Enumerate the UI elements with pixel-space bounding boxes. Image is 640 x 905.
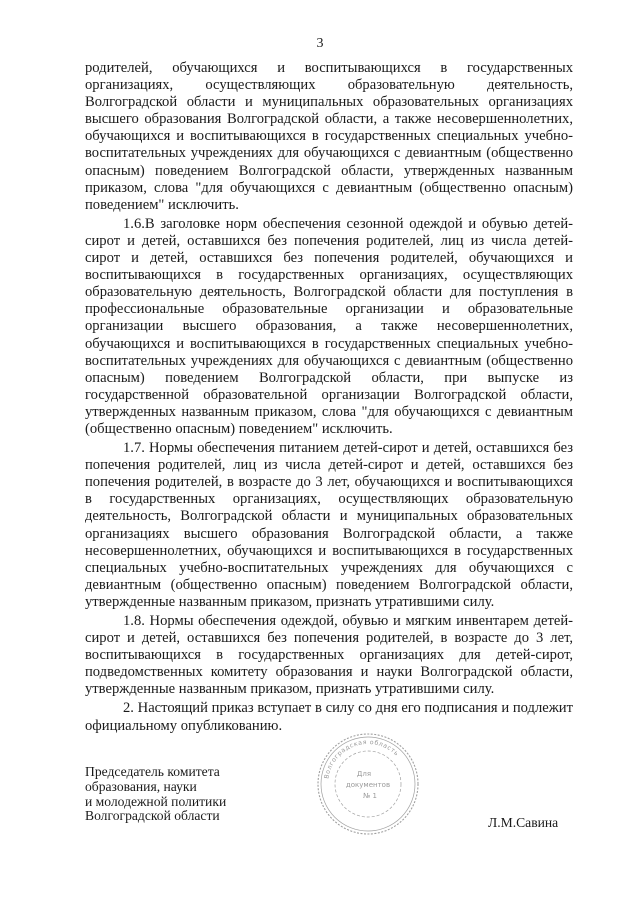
document-body: [85, 60, 573, 737]
official-stamp: [316, 732, 420, 836]
signatory-title-line: образования, науки: [85, 778, 197, 794]
stamp-line: Для: [356, 770, 372, 778]
signatory-title: [85, 765, 345, 824]
stamp-line: № 1: [363, 792, 377, 800]
signer-name: Л.М.Савина: [488, 815, 559, 830]
page-number: 3: [316, 36, 324, 51]
signatory-title-line: и молодежной политики: [85, 793, 227, 809]
stamp-line: документов: [345, 781, 391, 789]
paragraph-2: 2. Настоящий приказ вступает в силу со дня его подписания и подлежит официальному опубликованию.: [85, 700, 573, 734]
signatory-title-line: Председатель комитета: [85, 764, 220, 779]
paragraph-1-8: 1.8. Нормы обеспечения одеждой, обувью и мягким инвентарем детей-сирот и детей, оставшихся без попечения родителей, в возрасте до 3 лет, воспитывающихся в государственных организациях для детей-сирот, подведомственных комитету образования и науки Волгоградской области, утвержденные названным приказом, признать утратившими силу.: [85, 613, 573, 698]
paragraph-1-7: 1.7. Нормы обеспечения питанием детей-сирот и детей, оставшихся без попечения родителей, лиц из числа детей-сирот и детей, оставшихся без попечения родителей, в возрасте до 3 лет, обучающихся и воспитывающихся в государственных организациях, осуществляющих образовательную деятельность, Волгоградской области и муниципальных образовательных организациях высшего образования Волгоградской области, а также несовершеннолетних, обучающихся и воспитывающихся в государственных специальных учебно-воспитательных учреждениях для обучающихся с девиантным (общественно опасным) поведением Волгоградской области, утвержденные названным приказом, признать утратившими силу.: [85, 440, 573, 610]
paragraph-continuation: родителей, обучающихся и воспитывающихся в государственных организациях, осуществляющих образовательную деятельность, Волгоградской области и муниципальных образовательных организациях высшего образования Волгоградской области, а также несовершеннолетних, обучающихся и воспитывающихся в государственных специальных учебно-воспитательных учреждениях для обучающихся с девиантным (общественно опасным) поведением Волгоградской области, утвержденных названным приказом, слова "для обучающихся с девиантным (общественно опасным) поведением" исключить.: [85, 60, 573, 213]
stamp-outer-text: Волгоградская область: [323, 738, 401, 780]
paragraph-1-6: 1.6.В заголовке норм обеспечения сезонной одеждой и обувью детей-сирот и детей, оставшихся без попечения родителей, лиц из числа детей-сирот и детей, оставшихся без попечения родителей, обучающихся и воспитывающихся в государственных организациях, осуществляющих образовательную деятельность, Волгоградской области для поступления в профессиональные образовательные организации и образовательные организации высшего образования, а также несовершеннолетних, обучающихся и воспитывающихся в государственных специальных учебно-воспитательных учреждениях для обучающихся с девиантным (общественно опасным) поведением Волгоградской области, при выпуске из государственной образовательной организации Волгоградской области, утвержденных названным приказом, слова "для обучающихся с девиантным (общественно опасным) поведением" исключить.: [85, 215, 573, 437]
signatory-title-line: Волгоградской области: [85, 808, 220, 824]
